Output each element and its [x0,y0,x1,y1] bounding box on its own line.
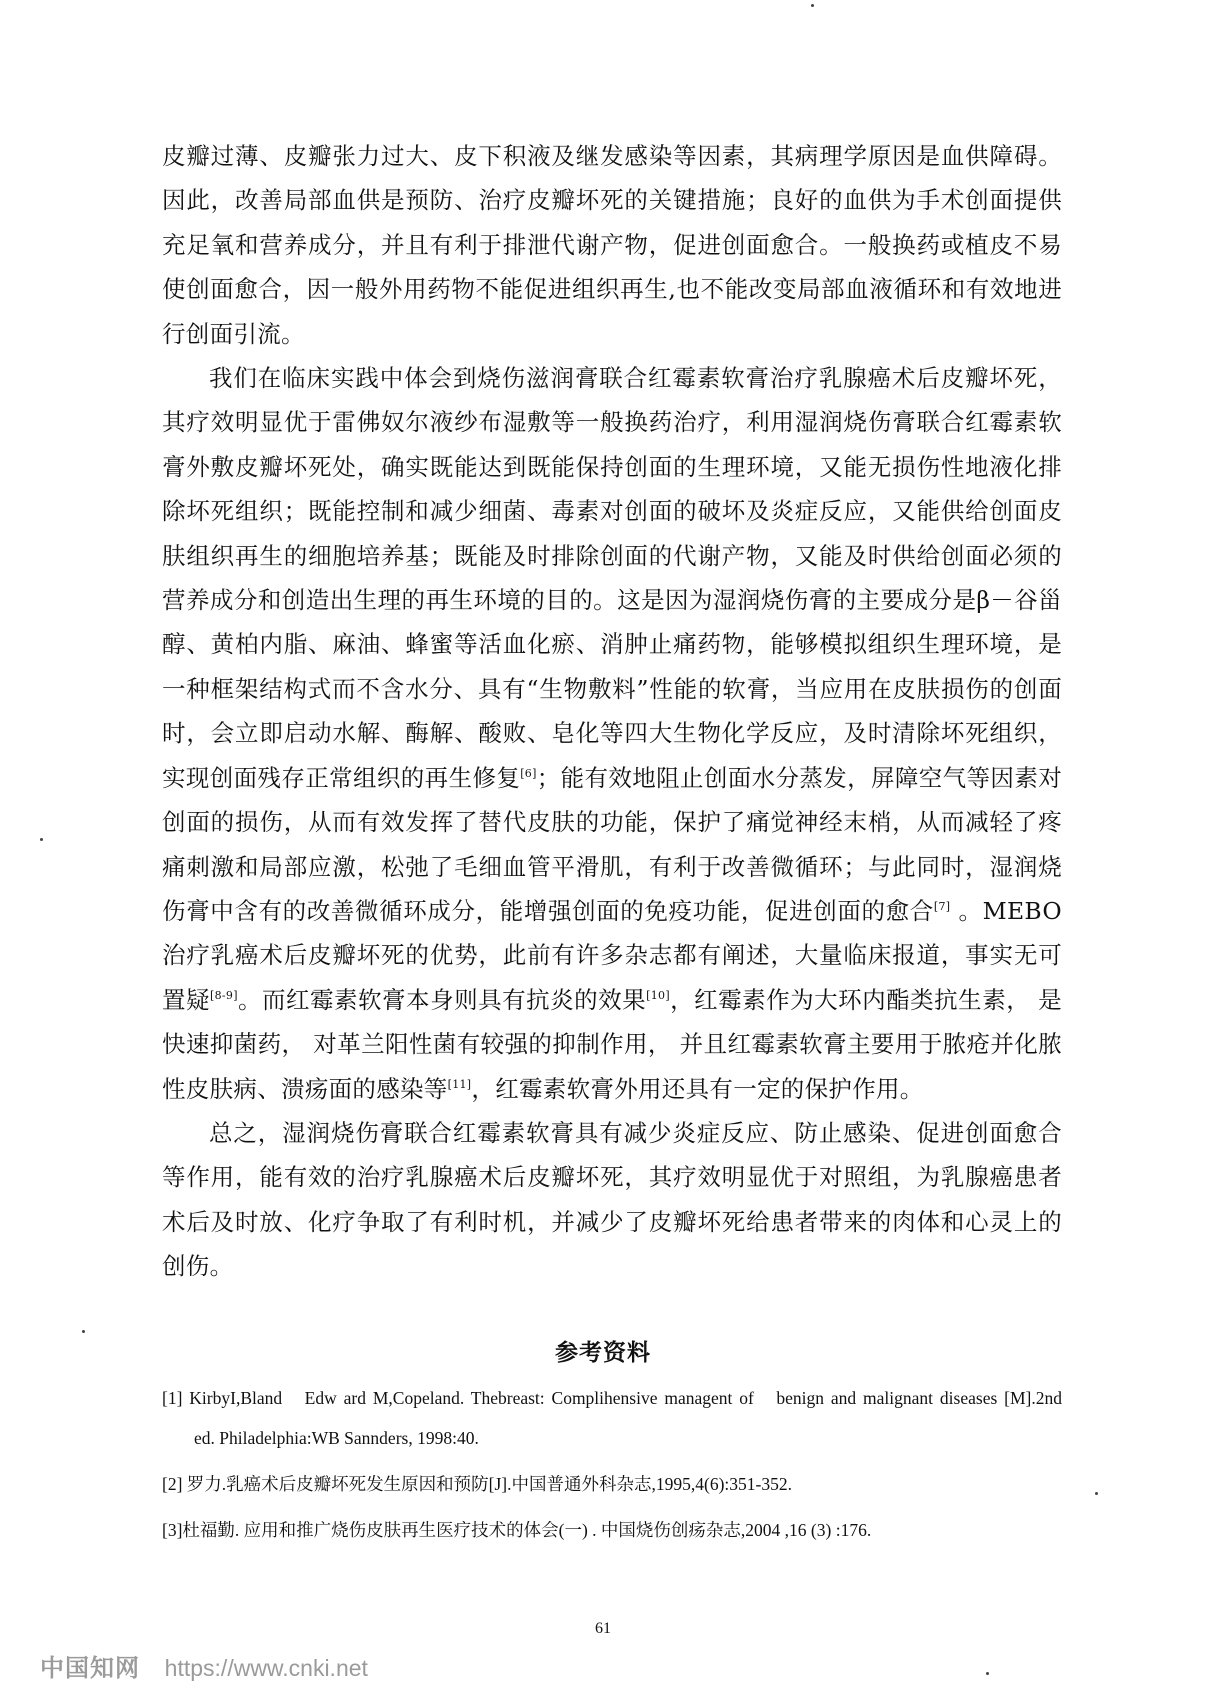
reference-item-2: [2] 罗力.乳癌术后皮瓣坏死发生原因和预防[J].中国普通外科杂志,1995,4(6):351-352. [162,1474,792,1494]
watermark-brand: 中国知网 [40,1655,140,1682]
scan-speck [40,838,43,841]
body-text [162,134,1062,1289]
scan-speck [82,1330,85,1333]
references-list [162,1378,1080,1556]
cnki-watermark [40,1648,368,1683]
paragraph-text: 我们在临床实践中体会到烧伤滋润膏联合红霉素软膏治疗乳腺癌术后皮瓣坏死，其疗效明显优于雷佛奴尔液纱布湿敷等一般换药治疗，利用湿润烧伤膏联合红霉素软膏外敷皮瓣坏死处，确实既能达到既能保持创面的生理环境，又能无损伤性地液化排除坏死组织；既能控制和减少细菌、毒素对创面的破坏及炎症反应，又能供给创面皮肤组织再生的细胞培养基；既能及时排除创面的代谢产物，又能及时供给创面必须的营养成分和创造出生理的再生环境的目的。这是因为湿润烧伤膏的主要成分是β－谷甾醇、黄柏内脂、麻油、蜂蜜等活血化瘀、消肿止痛药物，能够模拟组织生理环境，是一种框架结构式而不含水分、具有“生物敷料”性能的软膏，当应用在皮肤损伤的创面时，会立即启动水解、酶解、酸败、皂化等四大生物化学反应，及时清除坏死组织，实现创面残存正常组织的再生修复 [162,364,1062,792]
reference-item-1: [1] KirbyI,Bland Edw ard M,Copeland. Thebreast: Complihensive managent of benign and malignant diseases [M].2nd ed. Philadelphia:WB Sannders, 1998:40. [162,1388,1080,1448]
paragraph-text: 。而红霉素软膏本身则具有抗炎的效果 [237,985,647,1014]
paragraph-1 [162,134,1062,356]
paragraph-text: 总之，湿润烧伤膏联合红霉素软膏具有减少炎症反应、防止感染、促进创面愈合等作用，能有效的治疗乳腺癌术后皮瓣坏死，其疗效明显优于对照组，为乳腺癌患者术后及时放、化疗争取了有利时机，并减少了皮瓣坏死给患者带来的肉体和心灵上的创伤。 [162,1118,1062,1281]
paragraph-text: ，红霉素软膏外用还具有一定的保护作用。 [471,1074,924,1103]
scan-speck [1095,1492,1098,1495]
paragraph-text: 皮瓣过薄、皮瓣张力过大、皮下积液及继发感染等因素，其病理学原因是血供障碍。因此，改善局部血供是预防、治疗皮瓣坏死的关键措施；良好的血供为手术创面提供充足氧和营养成分，并且有利于排泄代谢产物，促进创面愈合。一般换药或植皮不易使创面愈合，因一般外用药物不能促进组织再生,也不能改变局部血液循环和有效地进行创面引流。 [162,142,1062,348]
citation-marker: [8-9] [210,988,238,1002]
scan-speck [811,4,814,7]
scan-speck [986,1672,989,1675]
reference-item-3: [3]杜福勤. 应用和推广烧伤皮肤再生医疗技术的体会(一) . 中国烧伤创疡杂志,2004 ,16 (3) :176. [162,1520,872,1540]
paragraph-2 [162,356,1062,1111]
paragraph-text: 。MEBO治疗乳癌术后皮瓣坏死的优势，此前有许多杂志都有阐述，大量临床报道，事实无可置疑 [162,896,1062,1014]
paragraph-3 [162,1111,1062,1289]
paragraph-text: ；能有效地阻止创面水分蒸发，屏障空气等因素对创面的损伤，从而有效发挥了替代皮肤的功能，保护了痛觉神经末梢，从而减轻了疼痛刺激和局部应激，松弛了毛细血管平滑肌，有利于改善微循环；与此同时，湿润烧伤膏中含有的改善微循环成分，能增强创面的免疫功能，促进创面的愈合 [162,763,1062,925]
references-title: 参考资料 [555,1339,651,1366]
citation-marker: [6] [520,766,537,780]
citation-marker: [7] [933,899,951,913]
paragraph-text: ，红霉素作为大环内酯类抗生素， 是快速抑菌药， 对革兰阳性菌有较强的抑制作用， 并且红霉素软膏主要用于脓疮并化脓性皮肤病、溃疡面的感染等 [162,985,1062,1103]
citation-marker: [11] [447,1077,472,1091]
citation-marker: [10] [646,988,670,1002]
watermark-url: https://www.cnki.net [164,1655,368,1681]
page-number: 61 [595,1620,611,1637]
